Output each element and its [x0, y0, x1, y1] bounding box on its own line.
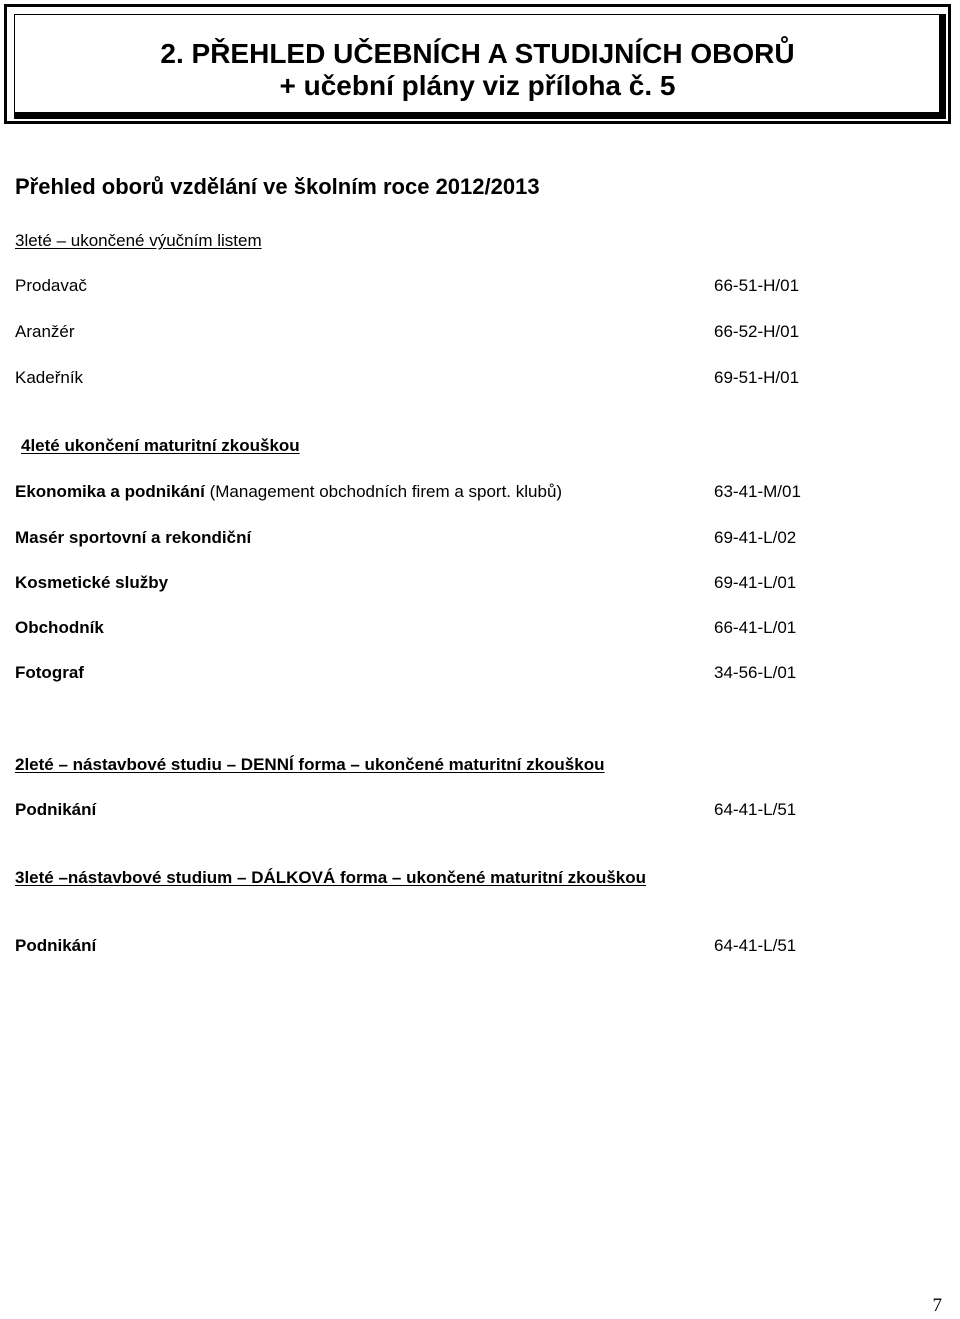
- section-heading-2lete-denni: 2leté – nástavbové studiu – DENNÍ forma – ukončené maturitní zkouškou: [15, 755, 605, 774]
- field-code-obchodnik: 66-41-L/01: [714, 618, 797, 637]
- chapter-subheading: + učební plány viz příloha č. 5: [279, 70, 676, 101]
- page-title: Přehled oborů vzdělání ve školním roce 2012/2013: [15, 174, 540, 199]
- field-name-ekonomika: [15, 482, 562, 502]
- field-code-fotograf: 34-56-L/01: [714, 663, 797, 682]
- field-name-obchodnik: Obchodník: [15, 618, 104, 637]
- field-name-aranzer: Aranžér: [15, 322, 75, 341]
- field-code-podnikani-denni: 64-41-L/51: [714, 800, 797, 819]
- field-name-podnikani-dalkova: Podnikání: [15, 936, 97, 955]
- chapter-header-box: [4, 4, 951, 124]
- field-name-kosmetika: Kosmetické služby: [15, 573, 169, 592]
- field-code-aranzer: 66-52-H/01: [714, 322, 800, 341]
- field-code-kadernik: 69-51-H/01: [714, 368, 800, 387]
- field-name-podnikani-denni: Podnikání: [15, 800, 97, 819]
- field-name-kadernik: Kadeřník: [15, 368, 84, 387]
- section-heading-4lete-maturita: 4leté ukončení maturitní zkouškou: [21, 436, 300, 455]
- field-code-podnikani-dalkova: 64-41-L/51: [714, 936, 797, 955]
- field-code-ekonomika: 63-41-M/01: [714, 482, 801, 501]
- field-code-prodavac: 66-51-H/01: [714, 276, 800, 295]
- field-name-maser: Masér sportovní a rekondiční: [15, 528, 252, 547]
- field-name-ekonomika-suffix: (Management obchodních firem a sport. klubů): [204, 482, 563, 501]
- field-name-ekonomika-main: Ekonomika a podnikání: [15, 482, 205, 501]
- field-code-maser: 69-41-L/02: [714, 528, 797, 547]
- section-heading-3lete-dalkova: 3leté –nástavbové studium – DÁLKOVÁ forma – ukončené maturitní zkouškou: [15, 868, 647, 887]
- chapter-heading: 2. PŘEHLED UČEBNÍCH A STUDIJNÍCH OBORŮ: [160, 38, 795, 69]
- field-name-prodavac: Prodavač: [15, 276, 87, 295]
- field-code-kosmetika: 69-41-L/01: [714, 573, 797, 592]
- page-number: 7: [932, 1295, 942, 1316]
- field-name-fotograf: Fotograf: [15, 663, 84, 682]
- section-heading-3lete-vucni: 3leté – ukončené výučním listem: [15, 231, 262, 250]
